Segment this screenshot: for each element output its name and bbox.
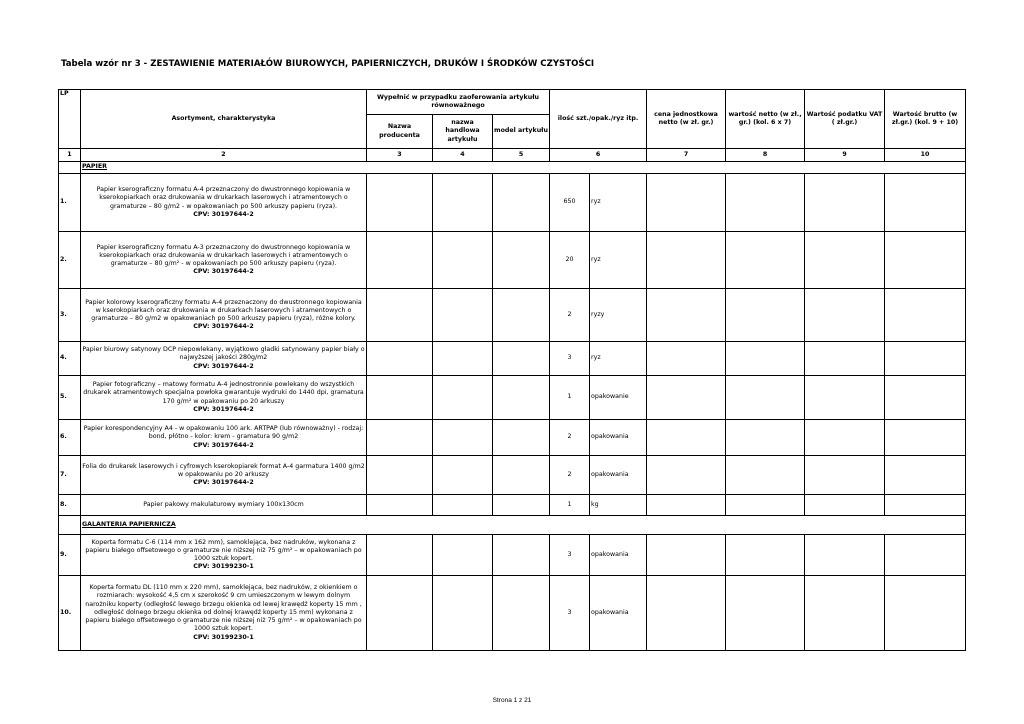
table-row bbox=[59, 576, 966, 651]
col-number: 10 bbox=[885, 149, 966, 162]
row-description: Papier korespondencyjny A4 - w opakowaniu 100 ark. ARTPAP (lub równoważny) - rodzaj: bond, płótno - kolor: krem - gramatura 90 g/m2 CPV: 30197644-2 bbox=[81, 420, 367, 456]
row-description: Koperta formatu DL (110 mm x 220 mm), samoklejąca, bez nadruków, z okienkiem o rozmiarach: wysokość 4,5 cm x szerokość 9 cm umieszczonym w lewym dolnym narożniku koperty (odległość lewego brzegu okienka od lewej krawędź koperty 15 mm , odległość dolnego brzegu okienka od dolnej krawędź koperty 15 mm) wykonana z papieru białego offsetowego o gramaturze nie niższej niż 75 g/m² – w opakowaniach po 1000 sztuk kopert. CPV: 30199230-1 bbox=[81, 576, 367, 651]
table-row bbox=[59, 174, 966, 232]
row-quantity: 650 bbox=[550, 174, 590, 232]
row-description: Folia do drukarek laserowych i cyfrowych kserokopiarek format A-4 garmatura 1400 g/m2 w opakowaniu po 20 arkuszy CPV: 30197644-2 bbox=[81, 456, 367, 495]
table-row bbox=[59, 495, 966, 516]
section-stationery: GALANTERIA PAPIERNICZA bbox=[81, 516, 966, 535]
header-row bbox=[59, 90, 966, 115]
col-number: 1 bbox=[59, 149, 81, 162]
row-description: Koperta formatu C-6 (114 mm x 162 mm), samoklejąca, bez nadruków, wykonana z papieru białego offsetowego o gramaturze nie niższej niż 75 g/m² – w opakowaniach po 1000 sztuk kopert. CPV: 30199230-1 bbox=[81, 535, 367, 576]
col-number: 2 bbox=[81, 149, 367, 162]
row-unit: opakowania bbox=[590, 535, 647, 576]
materials-table bbox=[58, 89, 966, 651]
row-quantity: 2 bbox=[550, 289, 590, 342]
row-unit: opakowania bbox=[590, 456, 647, 495]
header-vat: Wartość podatku VAT ( zł.gr.) bbox=[805, 90, 885, 149]
table-row bbox=[59, 420, 966, 456]
column-numbers-row bbox=[59, 149, 966, 162]
row-description: Papier kserograficzny formatu A-4 przeznaczony do dwustronnego kopiowania w kserokopiarkach oraz drukowania w drukarkach laserowych i atramentowych o gramaturze – 80 g/m2 - w opakowaniach po 500 arkuszy papieru (ryza). CPV: 30197644-2 bbox=[81, 174, 367, 232]
row-unit: opakowania bbox=[590, 420, 647, 456]
table-row bbox=[59, 232, 966, 289]
row-unit: ryz bbox=[590, 232, 647, 289]
row-description: Papier kolorowy kserograficzny formatu A-4 przeznaczony do dwustronnego kopiowania w kserokopiarkach oraz drukowania w drukarkach laserowych i atramentowych o gramaturze – 80 g/m2 w opakowaniach po 500 arkuszy papieru (ryza), różne kolory. CPV: 30197644-2 bbox=[81, 289, 367, 342]
col-number: 9 bbox=[805, 149, 885, 162]
header-gross: Wartość brutto (w zł.gr.) (kol. 9 + 10) bbox=[885, 90, 966, 149]
row-description: Papier kserograficzny formatu A-3 przeznaczony do dwustronnego kopiowania w kserokopiarkach oraz drukowania w drukarkach laserowych i atramentowych o gramaturze – 80 g/m² - w opakowaniach po 500 arkuszy papieru (ryza). CPV: 30197644-2 bbox=[81, 232, 367, 289]
row-lp: 6. bbox=[59, 420, 81, 456]
row-quantity: 1 bbox=[550, 495, 590, 516]
table-row bbox=[59, 456, 966, 495]
header-lp: LP bbox=[59, 90, 81, 149]
row-quantity: 3 bbox=[550, 535, 590, 576]
row-lp: 1. bbox=[59, 174, 81, 232]
row-description: Papier biurowy satynowy DCP niepowlekany, wyjątkowo gładki satynowany papier biały o najwyższej jakości 280g/m2 CPV: 30197644-2 bbox=[81, 342, 367, 376]
row-lp: 10. bbox=[59, 576, 81, 651]
table-row bbox=[59, 376, 966, 420]
row-quantity: 3 bbox=[550, 342, 590, 376]
header-equivalent-group: Wypełnić w przypadku zaoferowania artykułu równoważnego bbox=[367, 90, 550, 115]
row-unit: ryz bbox=[590, 342, 647, 376]
table-row bbox=[59, 535, 966, 576]
row-lp: 7. bbox=[59, 456, 81, 495]
row-description: Papier fotograficzny – matowy formatu A-4 jednostronnie powlekany do wszystkich drukarek atramentowych specjalna powłoka gwarantuje wydruki do 1440 dpi, gramatura 170 g/m² w opakowaniu po 20 arkuszy CPV: 30197644-2 bbox=[81, 376, 367, 420]
row-lp: 5. bbox=[59, 376, 81, 420]
row-lp: 2. bbox=[59, 232, 81, 289]
row-unit: ryzy bbox=[590, 289, 647, 342]
row-quantity: 1 bbox=[550, 376, 590, 420]
header-producer: Nazwa producenta bbox=[367, 115, 433, 149]
section-row bbox=[59, 516, 966, 535]
row-quantity: 3 bbox=[550, 576, 590, 651]
row-unit: ryz bbox=[590, 174, 647, 232]
col-number: 7 bbox=[647, 149, 726, 162]
table-row bbox=[59, 289, 966, 342]
row-unit: opakowania bbox=[590, 576, 647, 651]
header-trade-name: nazwa handlowa artykułu bbox=[433, 115, 493, 149]
header-quantity: ilość szt./opak./ryz itp. bbox=[550, 90, 647, 149]
page-title: Tabela wzór nr 3 - ZESTAWIENIE MATERIAŁÓW BIUROWYCH, PAPIERNICZYCH, DRUKÓW I ŚRODKÓW CZYSTOŚCI bbox=[61, 59, 595, 69]
header-unit-price: cena jednostkowa netto (w zł. gr.) bbox=[647, 90, 726, 149]
row-lp: 3. bbox=[59, 289, 81, 342]
row-unit: kg bbox=[590, 495, 647, 516]
row-quantity: 2 bbox=[550, 420, 590, 456]
col-number: 3 bbox=[367, 149, 433, 162]
page-footer: Strona 1 z 21 bbox=[492, 697, 532, 704]
row-unit: opakowanie bbox=[590, 376, 647, 420]
header-assortment: Asortyment, charakterystyka bbox=[81, 90, 367, 149]
table-row bbox=[59, 342, 966, 376]
row-description: Papier pakowy makulaturowy wymiary 100x130cm bbox=[81, 495, 367, 516]
header-model: model artykułu bbox=[493, 115, 550, 149]
row-quantity: 2 bbox=[550, 456, 590, 495]
col-number: 4 bbox=[433, 149, 493, 162]
row-lp: 4. bbox=[59, 342, 81, 376]
header-net-value: wartość netto (w zł., gr.) (kol. 6 x 7) bbox=[726, 90, 805, 149]
col-number: 6 bbox=[550, 149, 647, 162]
row-lp: 8. bbox=[59, 495, 81, 516]
row-lp: 9. bbox=[59, 535, 81, 576]
col-number: 8 bbox=[726, 149, 805, 162]
row-quantity: 20 bbox=[550, 232, 590, 289]
section-row bbox=[59, 162, 966, 174]
col-number: 5 bbox=[493, 149, 550, 162]
section-paper: PAPIER bbox=[81, 162, 966, 174]
